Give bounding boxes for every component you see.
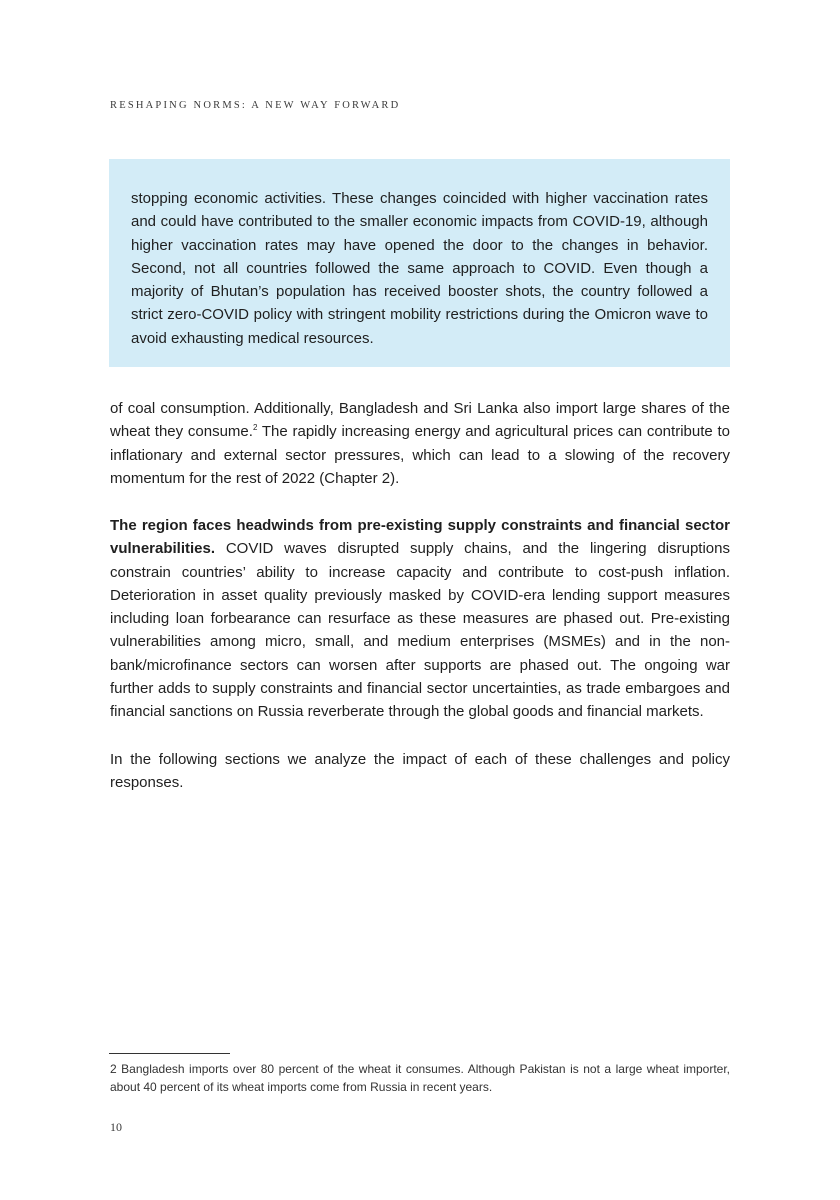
body-paragraph-2 <box>110 514 730 724</box>
footnote-divider <box>109 1053 230 1054</box>
paragraph-2-lead-sentence: The region faces headwinds from pre-existing supply constraints and financial sector vulnerabilities. <box>110 517 730 558</box>
footnote-reference[interactable]: 2 <box>252 423 258 433</box>
paragraph-1-text-start: of coal consumption. Additionally, Bangladesh and Sri Lanka also import large shares of the wheat they consume. <box>110 400 730 441</box>
box-paragraph: stopping economic activities. These changes coincided with higher vaccination rates and could have contributed to the smaller economic impacts from COVID-19, although higher vaccination rates may have opened the door to the changes in behavior. Second, not all countries followed the same approach to COVID. Even though a majority of Bhutan’s population has received booster shots, the country followed a strict zero-COVID policy with stringent mobility restrictions during the Omicron wave to avoid exhausting medical resources. <box>131 190 708 347</box>
paragraph-2-text: COVID waves disrupted supply chains, and the lingering disruptions constrain countries’ ability to increase capacity and contribute to cost-push inflation. Deterioration in asset quality previously masked by COVID-era lending support measures including loan forbearance can resurface as these measures are phased out. Pre-existing vulnerabilities among micro, small, and medium enterprises (MSMEs) and in the non-bank/microfinance sectors can worsen after supports are phased out. The ongoing war further adds to supply constraints and financial sector uncertainties, as trade embargoes and financial sanctions on Russia reverberate through the global goods and financial markets. <box>110 540 730 721</box>
highlight-box <box>109 159 730 367</box>
body-paragraph-1 <box>110 397 730 490</box>
body-paragraph-3: In the following sections we analyze the impact of each of these challenges and policy responses. <box>110 751 730 792</box>
running-header: RESHAPING NORMS: A NEW WAY FORWARD <box>110 100 401 111</box>
page-number: 10 <box>110 1120 122 1134</box>
footnote: 2 Bangladesh imports over 80 percent of the wheat it consumes. Although Pakistan is not a large wheat importer, about 40 percent of its wheat imports come from Russia in recent years. <box>110 1062 730 1094</box>
paragraph-1-text-end: The rapidly increasing energy and agricultural prices can contribute to inflationary and external sector pressures, which can lead to a slowing of the recovery momentum for the rest of 2022 (Chapter 2). <box>110 423 730 487</box>
